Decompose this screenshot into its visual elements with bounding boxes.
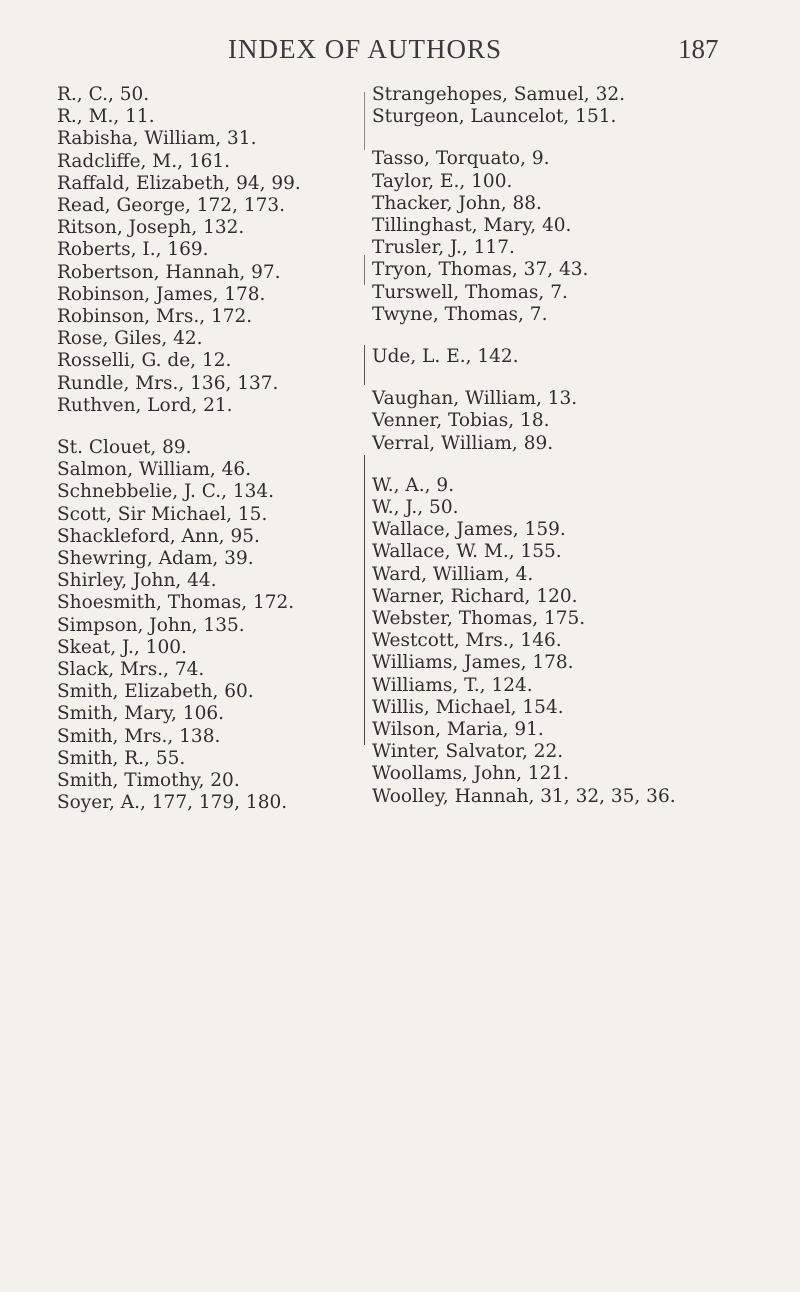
index-entry: Raffald, Elizabeth, 94, 99. <box>57 172 301 194</box>
index-entry: Rose, Giles, 42. <box>57 328 203 350</box>
index-entry: Vaughan, William, 13. <box>372 388 578 410</box>
index-entry: Smith, Timothy, 20. <box>57 770 240 792</box>
index-entry: Shewring, Adam, 39. <box>57 548 254 570</box>
index-entry: Smith, R., 55. <box>57 747 186 769</box>
index-entry: Wilson, Maria, 91. <box>372 719 544 741</box>
index-entry: R., C., 50. <box>57 84 150 105</box>
index-entry: Williams, T., 124. <box>372 674 533 696</box>
index-entry: Willis, Michael, 154. <box>372 696 564 718</box>
index-entry: St. Clouet, 89. <box>57 437 192 459</box>
index-entry: Warner, Richard, 120. <box>372 585 578 607</box>
index-entry: Wallace, James, 159. <box>372 519 566 541</box>
index-entry: Tryon, Thomas, 37, 43. <box>372 259 589 281</box>
index-entry: Tillinghast, Mary, 40. <box>372 215 572 237</box>
group-separator <box>57 417 301 437</box>
index-entry: Tasso, Torquato, 9. <box>372 148 550 170</box>
index-entry: Smith, Elizabeth, 60. <box>57 681 254 703</box>
index-entry: Scott, Sir Michael, 15. <box>57 503 268 525</box>
index-entry: Turswell, Thomas, 7. <box>372 281 568 303</box>
index-entry: Radcliffe, M., 161. <box>57 150 231 172</box>
index-entry: Thacker, John, 88. <box>372 192 542 214</box>
index-entry: Sturgeon, Launcelot, 151. <box>372 106 617 128</box>
group-separator <box>372 326 676 346</box>
page-title: INDEX OF AUTHORS <box>228 34 503 64</box>
index-entry: Simpson, John, 135. <box>57 614 245 636</box>
index-entry: Verral, William, 89. <box>372 432 554 454</box>
index-entry: Taylor, E., 100. <box>372 170 513 192</box>
index-entry: Schnebbelie, J. C., 134. <box>57 481 275 503</box>
index-entry: Slack, Mrs., 74. <box>57 659 205 681</box>
page-number: 187 <box>678 34 719 64</box>
index-entry: Salmon, William, 46. <box>57 459 252 481</box>
group-separator <box>372 128 676 148</box>
index-entry: Robinson, James, 178. <box>57 283 266 305</box>
column-rule-mid <box>364 255 365 285</box>
page-header <box>0 34 800 74</box>
index-entry: Ruthven, Lord, 21. <box>57 394 233 416</box>
index-entry: Robinson, Mrs., 172. <box>57 306 253 328</box>
index-entry: Ward, William, 4. <box>372 563 534 585</box>
index-entry: Strangehopes, Samuel, 32. <box>372 84 625 105</box>
index-entry: Shoesmith, Thomas, 172. <box>57 592 295 614</box>
index-entry: R., M., 11. <box>57 106 155 128</box>
index-entry: Skeat, J., 100. <box>57 636 187 658</box>
index-entry: Rosselli, G. de, 12. <box>57 350 232 372</box>
group-separator <box>372 455 676 475</box>
index-entry: Woolley, Hannah, 31, 32, 35, 36. <box>372 785 676 807</box>
index-entry: Rundle, Mrs., 136, 137. <box>57 372 279 394</box>
index-entry: Twyne, Thomas, 7. <box>372 303 548 325</box>
index-entry: W., A., 9. <box>372 474 455 496</box>
index-entry: Shirley, John, 44. <box>57 570 217 592</box>
column-rule-top <box>364 92 365 150</box>
right-index-column <box>372 84 676 808</box>
index-entry: Read, George, 172, 173. <box>57 195 286 217</box>
index-entry: Smith, Mrs., 138. <box>57 725 221 747</box>
index-entry: Robertson, Hannah, 97. <box>57 261 281 283</box>
index-entry: Williams, James, 178. <box>372 652 574 674</box>
index-entry: Venner, Tobias, 18. <box>372 410 550 432</box>
index-entry: Shackleford, Ann, 95. <box>57 525 260 547</box>
index-entry: Ritson, Joseph, 132. <box>57 217 245 239</box>
left-index-column <box>57 84 301 815</box>
index-entry: Soyer, A., 177, 179, 180. <box>57 792 288 814</box>
column-rule-lower <box>364 345 365 385</box>
column-rule-bottom <box>364 455 365 745</box>
index-entry: Westcott, Mrs., 146. <box>372 630 562 652</box>
index-entry: Winter, Salvator, 22. <box>372 741 564 763</box>
index-entry: W., J., 50. <box>372 497 459 519</box>
index-entry: Wallace, W. M., 155. <box>372 541 562 563</box>
index-entry: Ude, L. E., 142. <box>372 346 519 368</box>
group-separator <box>372 368 676 388</box>
index-entry: Smith, Mary, 106. <box>57 703 225 725</box>
index-entry: Webster, Thomas, 175. <box>372 608 586 630</box>
index-entry: Trusler, J., 117. <box>372 237 515 259</box>
index-entry: Roberts, I., 169. <box>57 239 209 261</box>
index-entry: Rabisha, William, 31. <box>57 128 257 150</box>
index-entry: Woollams, John, 121. <box>372 763 570 785</box>
